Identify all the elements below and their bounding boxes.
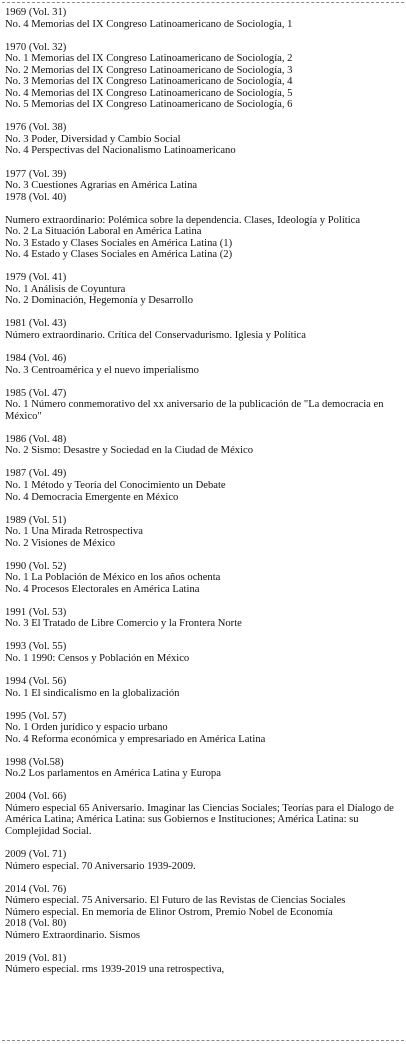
issue-line: No. 1 Número conmemorativo del xx aniversario de la publicación de "La democracia en México" [5, 399, 384, 422]
group-heading: 1969 (Vol. 31) [5, 7, 67, 18]
group-heading: 2014 (Vol. 76) [5, 883, 67, 895]
issue-line: No. 1 Una Mirada Retrospectiva [5, 526, 143, 538]
group-heading: 2009 (Vol. 71) [5, 849, 67, 861]
issue-line: No. 3 Estado y Clases Sociales en América Latina (1) [5, 237, 233, 249]
issue-line: No. 5 Memorias del IX Congreso Latinoamericano de Sociología, 6 [5, 99, 293, 111]
issue-group [5, 757, 401, 780]
group-heading: 2004 (Vol. 66) [5, 791, 67, 803]
group-heading: 1985 (Vol. 47) [5, 387, 67, 399]
issue-line: Número especial. 75 Aniversario. El Futuro de las Revistas de Ciencias Sociales [5, 895, 346, 907]
issue-line: 2018 (Vol. 80) [5, 918, 67, 930]
issue-group [5, 515, 401, 550]
issue-line: No. 1 Orden jurídico y espacio urbano [5, 722, 168, 734]
group-heading: 1984 (Vol. 46) [5, 353, 67, 365]
issue-list [5, 7, 401, 987]
issue-line: No. 4 Memorias del IX Congreso Latinoamericano de Sociología, 5 [5, 87, 293, 99]
issue-line: Número Extraordinario. Sismos [5, 929, 141, 941]
group-heading: 1981 (Vol. 43) [5, 318, 67, 330]
group-heading: 1987 (Vol. 49) [5, 468, 67, 480]
issue-line: No. 2 La Situación Laboral en América Latina [5, 226, 202, 238]
issue-line: No. 4 Democracia Emergente en México [5, 491, 179, 503]
issue-group [5, 641, 401, 664]
issue-line: Número especial. 70 Aniversario 1939-2009. [5, 860, 196, 872]
issue-line: No. 1 Método y Teoría del Conocimiento un Debate [5, 479, 226, 491]
group-heading: 1977 (Vol. 39) [5, 168, 67, 180]
issue-line: No. 4 Memorias del IX Congreso Latinoamericano de Sociología, 1 [5, 18, 293, 30]
issue-line: No. 3 Centroamérica y el nuevo imperialismo [5, 364, 199, 376]
group-heading: 1998 (Vol.58) [5, 756, 64, 768]
issue-group [5, 561, 401, 596]
issue-group [5, 676, 401, 699]
issue-line: No. 4 Perspectivas del Nacionalismo Latinoamericano [5, 145, 236, 157]
group-heading: 2019 (Vol. 81) [5, 952, 67, 964]
group-heading: 1994 (Vol. 56) [5, 676, 67, 688]
issue-line: No. 1 Memorias del IX Congreso Latinoamericano de Sociología, 2 [5, 53, 293, 65]
issue-group [5, 468, 401, 503]
issue-group [5, 353, 401, 376]
issue-group [5, 953, 401, 976]
issue-group [5, 388, 401, 423]
issue-line: 1978 (Vol. 40) [5, 191, 67, 203]
issue-group [5, 884, 401, 942]
issue-line: No. 2 Visiones de México [5, 537, 116, 549]
issue-group [5, 7, 401, 30]
issue-line: No. 1 1990: Censos y Población en México [5, 652, 190, 664]
group-heading: 1993 (Vol. 55) [5, 641, 67, 653]
issue-line: No. 4 Reforma económica y empresariado en América Latina [5, 733, 266, 745]
issue-line: No. 1 El sindicalismo en la globalización [5, 687, 180, 699]
issue-line: No. 2 Dominación, Hegemonía y Desarrollo [5, 295, 193, 307]
issue-group [5, 434, 401, 457]
issue-group [5, 849, 401, 872]
issue-line: No. 3 Cuestiones Agrarias en América Latina [5, 180, 198, 192]
issue-line: Número especial. En memoria de Elinor Ostrom, Premio Nobel de Economía [5, 906, 333, 918]
group-heading: 1990 (Vol. 52) [5, 560, 67, 572]
issue-line: No. 2 Memorias del IX Congreso Latinoamericano de Sociología, 3 [5, 64, 293, 76]
group-heading: 1986 (Vol. 48) [5, 433, 67, 445]
issue-line: No. 4 Procesos Electorales en América Latina [5, 583, 200, 595]
issue-group [5, 272, 401, 307]
group-heading: 1976 (Vol. 38) [5, 122, 67, 134]
issue-line: Número especial 65 Aniversario. Imaginar las Ciencias Sociales; Teorías para el Dialogo de América Latina; América Latina: sus Gobiernos e Instituciones; América Latina: su Complejidad Social. [5, 802, 394, 837]
group-heading: 1979 (Vol. 41) [5, 272, 67, 284]
issue-line: No. 3 Memorias del IX Congreso Latinoamericano de Sociología, 4 [5, 76, 293, 88]
issue-group [5, 42, 401, 111]
issue-line: No. 4 Estado y Clases Sociales en América Latina (2) [5, 249, 233, 261]
issue-group [5, 122, 401, 157]
issue-line: No. 3 El Tratado de Libre Comercio y la Frontera Norte [5, 618, 242, 630]
group-heading: Numero extraordinario: Polémica sobre la dependencia. Clases, Ideología y Política [5, 214, 361, 226]
bottom-dashed-rule [2, 1040, 404, 1041]
group-heading: 1995 (Vol. 57) [5, 710, 67, 722]
top-dashed-rule [2, 2, 404, 3]
issue-line: Número extraordinario. Crítica del Conservadurismo. Iglesia y Política [5, 330, 306, 342]
issue-group [5, 318, 401, 341]
issue-group [5, 791, 401, 837]
issue-line: No. 1 La Población de México en los años ochenta [5, 572, 221, 584]
issue-group [5, 607, 401, 630]
group-heading: 1970 (Vol. 32) [5, 41, 67, 53]
issue-line: No.2 Los parlamentos en América Latina y Europa [5, 768, 221, 780]
group-heading: 1991 (Vol. 53) [5, 606, 67, 618]
group-heading: 1989 (Vol. 51) [5, 514, 67, 526]
issue-line: Número especial. rms 1939-2019 una retrospectiva, [5, 964, 225, 976]
issue-line: No. 3 Poder, Diversidad y Cambio Social [5, 133, 181, 145]
issue-line: No. 1 Análisis de Coyuntura [5, 283, 126, 295]
issue-line: No. 2 Sismo: Desastre y Sociedad en la Ciudad de México [5, 445, 254, 457]
issue-group [5, 711, 401, 746]
issue-group [5, 169, 401, 204]
issue-group [5, 215, 401, 261]
